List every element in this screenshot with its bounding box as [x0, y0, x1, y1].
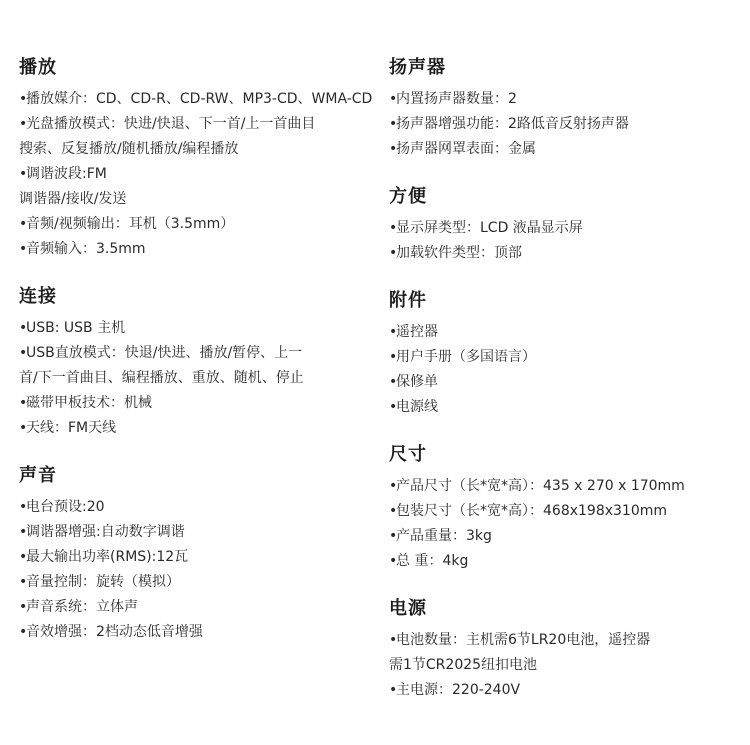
spec-line: [19, 545, 369, 570]
spec-text: 搜索、反复播放/随机播放/编程播放: [19, 141, 239, 157]
spec-column-right: [389, 55, 739, 725]
spec-text: 保修单: [396, 374, 438, 390]
bullet-dot: •: [19, 345, 28, 361]
spec-section: [389, 288, 739, 420]
spec-line: [19, 570, 369, 595]
spec-line: [389, 241, 739, 266]
bullet-dot: •: [19, 395, 28, 411]
bullet-dot: •: [389, 503, 398, 519]
bullet-dot: •: [389, 116, 398, 132]
spec-line: [19, 595, 369, 620]
section-title: 尺寸: [389, 444, 427, 465]
spec-text: 调谐波段:FM: [26, 166, 107, 182]
spec-text: 扬声器增强功能：2路低音反射扬声器: [396, 116, 629, 132]
bullet-dot: •: [19, 91, 28, 107]
spec-line: [389, 87, 739, 112]
spec-line: [389, 628, 739, 653]
section-title: 附件: [389, 290, 427, 311]
spec-line: [19, 162, 369, 187]
bullet-dot: •: [19, 624, 28, 640]
bullet-dot: •: [389, 478, 398, 494]
spec-line: [19, 495, 369, 520]
bullet-dot: •: [389, 682, 398, 698]
spec-text: 电台预设:20: [26, 499, 105, 515]
spec-text: 首/下一首曲目、编程播放、重放、随机、停止: [19, 370, 304, 386]
spec-text: 音效增强：2档动态低音增强: [26, 624, 203, 640]
spec-line: [19, 366, 369, 391]
spec-section: [19, 463, 369, 645]
spec-text: 总 重：4kg: [396, 553, 469, 569]
spec-line: [19, 87, 373, 112]
bullet-dot: •: [389, 245, 398, 261]
bullet-dot: •: [389, 632, 398, 648]
bullet-dot: •: [19, 499, 28, 515]
section-title: 连接: [19, 286, 57, 307]
spec-text: 主电源：220-240V: [396, 682, 521, 698]
bullet-dot: •: [389, 141, 398, 157]
spec-text: USB直放模式：快退/快进、播放/暂停、上一: [26, 345, 303, 361]
spec-line: [19, 112, 369, 137]
spec-text: 音量控制：旋转（模拟）: [26, 574, 180, 590]
bullet-dot: •: [389, 374, 398, 390]
spec-line: [389, 395, 739, 420]
spec-section: [389, 184, 739, 266]
bullet-dot: •: [19, 599, 28, 615]
spec-line: [389, 474, 739, 499]
spec-text: 声音系统：立体声: [26, 599, 138, 615]
spec-line: [19, 212, 369, 237]
spec-text: 包装尺寸（长*宽*高）：468x198x310mm: [396, 503, 668, 519]
section-title: 声音: [19, 465, 57, 486]
spec-text: 显示屏类型：LCD 液晶显示屏: [396, 220, 583, 236]
spec-line: [389, 137, 739, 162]
spec-text: 加载软件类型：顶部: [396, 245, 522, 261]
section-title: 扬声器: [389, 57, 446, 78]
spec-line: [19, 316, 369, 341]
spec-line: [389, 320, 739, 345]
spec-line: [389, 499, 739, 524]
spec-line: [19, 237, 369, 262]
spec-line: [389, 653, 739, 678]
spec-text: 电源线: [396, 399, 438, 415]
spec-text: 扬声器网罩表面：金属: [396, 141, 536, 157]
spec-line: [389, 112, 739, 137]
spec-text: 最大输出功率(RMS):12瓦: [26, 549, 189, 565]
spec-text: 用户手册（多国语言）: [396, 349, 536, 365]
spec-line: [389, 678, 739, 703]
spec-text: 播放媒介：CD、CD-R、CD-RW、MP3-CD、WMA-CD: [26, 91, 373, 107]
section-title: 电源: [389, 598, 427, 619]
spec-section: [389, 55, 739, 162]
spec-section: [19, 55, 373, 262]
spec-text: 需1节CR2025纽扣电池: [389, 657, 538, 673]
bullet-dot: •: [19, 241, 28, 257]
bullet-dot: •: [389, 553, 398, 569]
spec-text: 磁带甲板技术：机械: [26, 395, 152, 411]
bullet-dot: •: [389, 528, 398, 544]
spec-text: 调谐器/接收/发送: [19, 191, 127, 207]
bullet-dot: •: [389, 324, 398, 340]
spec-line: [389, 524, 739, 549]
bullet-dot: •: [389, 91, 398, 107]
spec-text: 光盘播放模式：快进/快退、下一首/上一首曲目: [26, 116, 316, 132]
spec-line: [19, 416, 369, 441]
spec-section: [19, 284, 369, 441]
spec-text: USB: USB 主机: [26, 320, 126, 336]
bullet-dot: •: [389, 220, 398, 236]
spec-line: [389, 216, 739, 241]
bullet-dot: •: [19, 166, 28, 182]
spec-text: 音频/视频输出：耳机（3.5mm）: [26, 216, 235, 232]
spec-line: [19, 137, 369, 162]
spec-line: [19, 187, 369, 212]
spec-line: [19, 520, 369, 545]
spec-text: 天线：FM天线: [26, 420, 117, 436]
bullet-dot: •: [19, 216, 28, 232]
spec-line: [19, 341, 369, 366]
spec-text: 产品重量：3kg: [396, 528, 492, 544]
bullet-dot: •: [19, 116, 28, 132]
bullet-dot: •: [19, 574, 28, 590]
spec-text: 电池数量：主机需6节LR20电池，遥控器: [396, 632, 651, 648]
section-title: 方便: [389, 186, 427, 207]
bullet-dot: •: [389, 399, 398, 415]
spec-line: [19, 620, 369, 645]
spec-line: [19, 391, 369, 416]
bullet-dot: •: [19, 420, 28, 436]
bullet-dot: •: [389, 349, 398, 365]
spec-text: 内置扬声器数量：2: [396, 91, 517, 107]
spec-line: [389, 370, 739, 395]
spec-text: 音频输入：3.5mm: [26, 241, 146, 257]
bullet-dot: •: [19, 524, 28, 540]
spec-section: [389, 442, 739, 574]
section-title: 播放: [19, 57, 57, 78]
spec-text: 调谐器增强:自动数字调谐: [26, 524, 185, 540]
spec-column-left: [19, 55, 373, 667]
bullet-dot: •: [19, 320, 28, 336]
spec-line: [389, 345, 739, 370]
spec-line: [389, 549, 739, 574]
spec-text: 遥控器: [396, 324, 438, 340]
spec-section: [389, 596, 739, 703]
bullet-dot: •: [19, 549, 28, 565]
spec-text: 产品尺寸（长*宽*高）：435 x 270 x 170mm: [396, 478, 685, 494]
